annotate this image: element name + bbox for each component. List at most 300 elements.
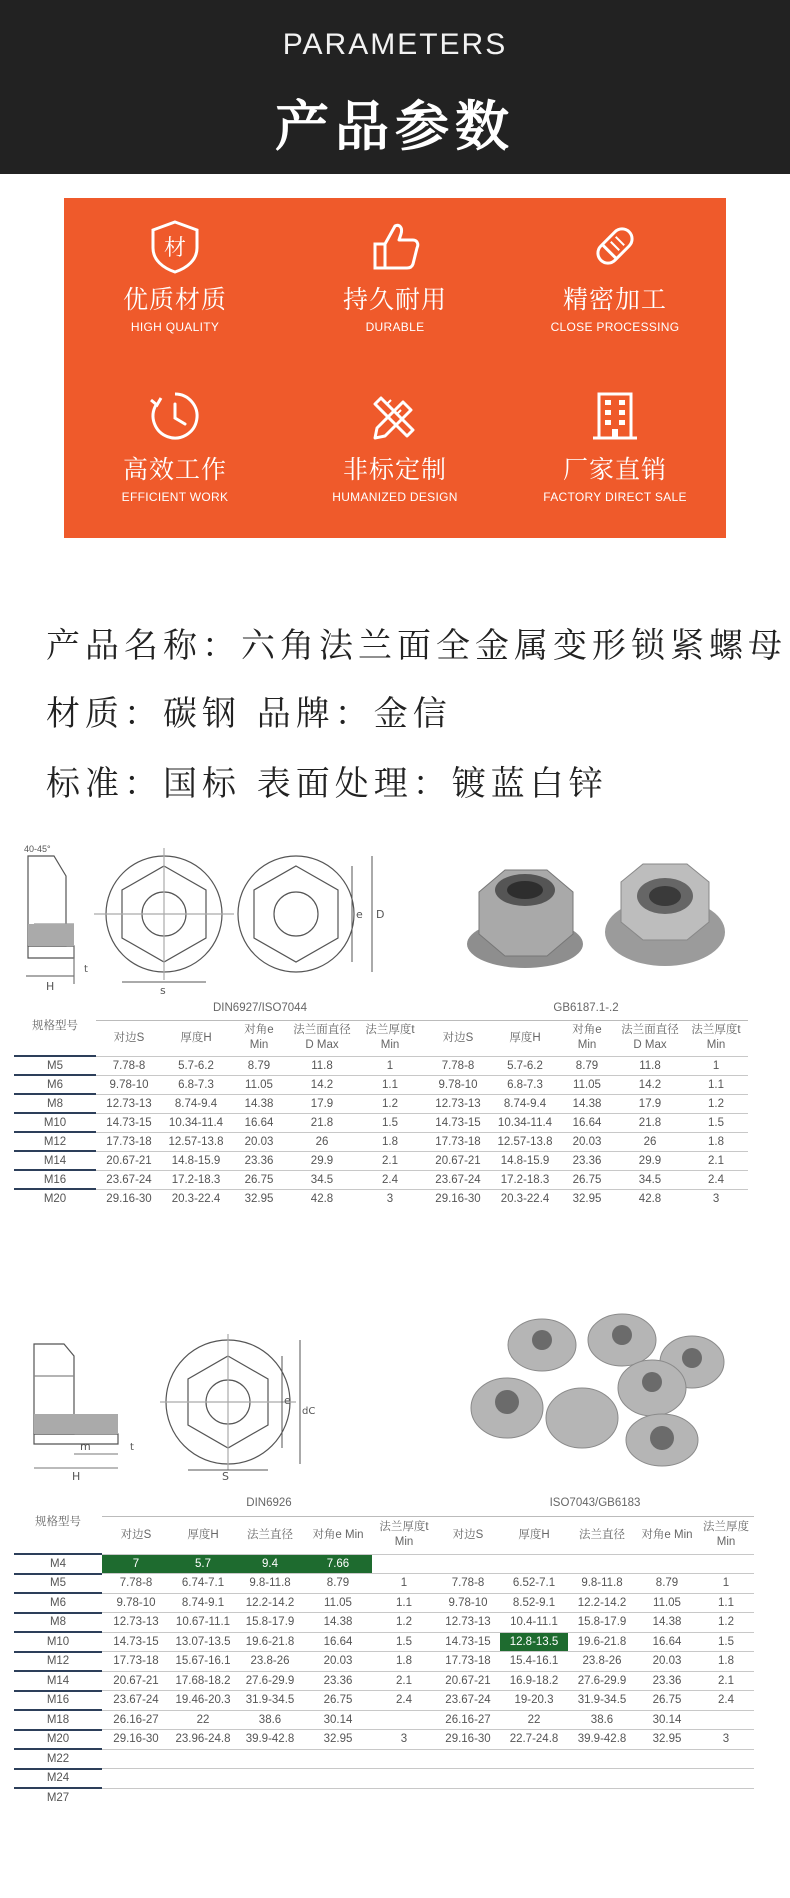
row-model-cell: M12 [14,1132,96,1151]
table-cell: 14.38 [636,1613,698,1633]
column-header [96,1020,162,1056]
row-model-cell: M6 [14,1075,96,1094]
table-cell [102,1769,170,1789]
table-cell [102,1749,170,1769]
table-cell: 3 [356,1189,424,1208]
table-cell: 7.78-8 [436,1574,500,1594]
table-cell: 1 [356,1056,424,1075]
table-cell [236,1769,304,1789]
table-row [14,1613,754,1633]
table-cell: 15.8-17.9 [568,1613,636,1633]
table-cell [372,1788,436,1808]
table-cell: 9.8-11.8 [568,1574,636,1594]
table-cell [568,1749,636,1769]
column-header-line: 法兰厚度 [703,1521,749,1533]
table-cell: 29.16-30 [96,1189,162,1208]
column-header-line: Min [394,1536,414,1548]
table-row [14,1749,754,1769]
table-cell: 7 [102,1554,170,1574]
row-model-cell: M4 [14,1554,102,1574]
standard-din6926: DIN6926 [102,1492,436,1516]
table-cell: 11.8 [288,1056,356,1075]
column-header-line: 法兰厚度t [365,1024,415,1036]
thumbs-up-icon [367,218,423,274]
table-cell [698,1769,754,1789]
column-header-line: Min [577,1039,597,1051]
table-row [14,1170,748,1189]
column-header-line: 对边S [113,1031,145,1044]
column-header-line: 法兰厚度t [379,1521,429,1533]
table-cell [372,1710,436,1730]
table-row [14,1113,748,1132]
row-model-cell: M8 [14,1094,96,1113]
column-header-line: 对角e [244,1024,274,1036]
table-cell: 20.3-22.4 [162,1189,230,1208]
table-cell [636,1788,698,1808]
table-cell: 1.2 [684,1094,748,1113]
standard-surface-line: 标准：国标 表面处理：镀蓝白锌 [46,764,608,804]
table-cell [500,1788,568,1808]
table-cell: 16.9-18.2 [500,1671,568,1691]
feature-title: 精密加工 [562,285,667,314]
table-cell [636,1749,698,1769]
table-cell: 1 [684,1056,748,1075]
table-cell: 8.74-9.1 [170,1593,236,1613]
material-brand-line: 材质：碳钢 品牌：金信 [46,694,452,734]
feature-subtitle: FACTORY DIRECT SALE [543,490,687,504]
row-model-cell: M5 [14,1056,96,1075]
table-cell: 20.03 [558,1132,616,1151]
table-cell: 6.52-7.1 [500,1574,568,1594]
table-cell: 23.96-24.8 [170,1730,236,1750]
table-cell: 14.73-15 [102,1632,170,1652]
material-icon [147,218,203,274]
table-cell: 6.8-7.3 [162,1075,230,1094]
column-header [288,1020,356,1056]
row-model-cell: M14 [14,1671,102,1691]
feature-subtitle: EFFICIENT WORK [121,490,229,504]
table-cell: 1.2 [698,1613,754,1633]
table-cell [170,1749,236,1769]
title-english: PARAMETERS [282,28,508,61]
table-row [14,1189,748,1208]
table-cell: 17.9 [616,1094,684,1113]
table-cell: 1.5 [698,1632,754,1652]
table-cell: 32.95 [230,1189,288,1208]
table-cell [372,1554,436,1574]
table-cell: 23.36 [230,1151,288,1170]
table-cell: 17.68-18.2 [170,1671,236,1691]
table-row [14,1574,754,1594]
row-model-cell: M22 [14,1749,102,1769]
standard-din6927: DIN6927/ISO7044 [96,998,424,1020]
column-header-line: 法兰厚度t [691,1024,741,1036]
table-cell: 2.1 [698,1671,754,1691]
column-header-line: Min [706,1039,726,1051]
table-cell: 1.2 [372,1613,436,1633]
features-panel [64,198,726,538]
dim-S-label: s [160,984,166,997]
table-cell: 17.2-18.3 [492,1170,558,1189]
table-cell: 7.78-8 [96,1056,162,1075]
table-cell [500,1554,568,1574]
table-cell: 19-20.3 [500,1691,568,1711]
feature-durable [285,218,505,334]
table-cell: 1.5 [684,1113,748,1132]
column-header-line: 对边S [120,1528,152,1541]
clock-icon [147,388,203,444]
table-cell: 19.46-20.3 [170,1691,236,1711]
table-cell [304,1788,372,1808]
table-cell: 26.75 [558,1170,616,1189]
column-header-line: 厚度H [187,1528,219,1541]
product-photo-2 [462,1300,752,1470]
table-cell [170,1788,236,1808]
table-cell: 34.5 [616,1170,684,1189]
table-cell: 1 [698,1574,754,1594]
table-cell: 10.67-11.1 [170,1613,236,1633]
table-cell: 23.36 [636,1671,698,1691]
table-cell [236,1788,304,1808]
feature-humanized-design [285,388,505,504]
dim-t-label: t [130,1442,134,1453]
table-cell: 21.8 [616,1113,684,1132]
table-row [14,1151,748,1170]
feature-title: 优质材质 [122,285,227,314]
table-body [14,1056,748,1208]
table-cell: 3 [684,1189,748,1208]
table-cell [372,1749,436,1769]
product-photo-1 [455,852,745,982]
table-cell: 26.16-27 [102,1710,170,1730]
table-cell: 30.14 [636,1710,698,1730]
table-cell: 8.79 [230,1056,288,1075]
table-cell: 2.1 [356,1151,424,1170]
table-cell: 20.67-21 [102,1671,170,1691]
row-model-cell: M14 [14,1151,96,1170]
column-header-line: Min [380,1039,400,1051]
feature-subtitle: HIGH QUALITY [130,320,220,334]
table-cell: 17.9 [288,1094,356,1113]
table-cell: 42.8 [616,1189,684,1208]
table-cell: 26.16-27 [436,1710,500,1730]
standard-iso7043: ISO7043/GB6183 [436,1492,754,1516]
feature-title: 高效工作 [122,455,227,484]
table-cell: 9.78-10 [96,1075,162,1094]
column-header [568,1516,636,1554]
table-cell: 2.4 [684,1170,748,1189]
table-cell: 2.4 [698,1691,754,1711]
table-cell: 23.8-26 [236,1652,304,1672]
column-header [372,1516,436,1554]
table-cell: 8.52-9.1 [500,1593,568,1613]
table-cell: 1.8 [356,1132,424,1151]
dim-m-label: m [80,1440,91,1453]
table-cell: 19.6-21.8 [236,1632,304,1652]
table-row [14,1094,748,1113]
column-header [102,1516,170,1554]
table-cell: 29.9 [616,1151,684,1170]
table-cell: 10.4-11.1 [500,1613,568,1633]
table-cell: 14.73-15 [424,1113,492,1132]
table-cell: 10.34-11.4 [492,1113,558,1132]
table-cell: 1.5 [372,1632,436,1652]
column-header [162,1020,230,1056]
table-cell: 29.9 [288,1151,356,1170]
table-cell: 30.14 [304,1710,372,1730]
column-header-line: 法兰面直径 [621,1024,679,1036]
spec-table-2 [14,1492,754,1808]
table-cell: 12.73-13 [436,1613,500,1633]
table-cell [436,1769,500,1789]
table-cell: 10.34-11.4 [162,1113,230,1132]
column-header-line: Min [249,1039,269,1051]
table-cell: 2.1 [372,1671,436,1691]
table-cell: 8.79 [304,1574,372,1594]
table-cell: 5.7 [170,1554,236,1574]
column-header-line: 对角e Min [641,1528,693,1541]
table-cell: 12.73-13 [96,1094,162,1113]
table-cell: 20.67-21 [424,1151,492,1170]
table-row [14,1075,748,1094]
table-cell: 1.1 [372,1593,436,1613]
table-cell: 12.73-13 [102,1613,170,1633]
table-cell: 11.8 [616,1056,684,1075]
table-cell: 7.78-8 [424,1056,492,1075]
table-body [14,1554,754,1808]
dim-H-label: H [46,980,55,993]
column-header [304,1516,372,1554]
table-row [14,1730,754,1750]
table-cell: 7.78-8 [102,1574,170,1594]
table-cell [436,1788,500,1808]
table-row [14,1632,754,1652]
column-header-line: 厚度H [509,1031,541,1044]
table-cell: 23.67-24 [436,1691,500,1711]
table-cell [698,1788,754,1808]
column-headers [14,1020,748,1056]
table-cell: 23.67-24 [96,1170,162,1189]
table-cell [372,1769,436,1789]
table-cell: 1.5 [356,1113,424,1132]
table-cell [568,1554,636,1574]
table-cell: 26 [616,1132,684,1151]
factory-icon [587,388,643,444]
table-cell: 8.79 [636,1574,698,1594]
table-cell: 15.8-17.9 [236,1613,304,1633]
table-cell: 2.4 [356,1170,424,1189]
table-cell: 14.8-15.9 [492,1151,558,1170]
dim-t-label: t [84,964,88,975]
table-cell [170,1769,236,1789]
table-cell: 1.8 [698,1652,754,1672]
column-header [616,1020,684,1056]
row-model-cell: M16 [14,1691,102,1711]
table-cell: 20.67-21 [436,1671,500,1691]
table-cell: 6.74-7.1 [170,1574,236,1594]
table-cell [698,1554,754,1574]
table-cell: 9.78-10 [424,1075,492,1094]
table-cell: 2.1 [684,1151,748,1170]
column-header-line: 对边S [452,1528,484,1541]
table-cell: 12.2-14.2 [236,1593,304,1613]
feature-title: 非标定制 [342,455,447,484]
table-cell: 12.73-13 [424,1094,492,1113]
table-cell: 39.9-42.8 [568,1730,636,1750]
feature-subtitle: CLOSE PROCESSING [550,320,680,334]
angle-label: 40-45° [24,844,51,854]
column-header [558,1020,616,1056]
table-cell: 1.1 [698,1593,754,1613]
table-cell: 8.74-9.4 [492,1094,558,1113]
feature-efficient-work [65,388,285,504]
table-cell: 17.2-18.3 [162,1170,230,1189]
table-cell: 6.8-7.3 [492,1075,558,1094]
table-cell: 1 [372,1574,436,1594]
column-header-line: 法兰面直径 [293,1024,351,1036]
table-cell: 11.05 [304,1593,372,1613]
table-cell: 39.9-42.8 [236,1730,304,1750]
table-row [14,1691,754,1711]
table-cell: 22 [500,1710,568,1730]
table-cell: 22.7-24.8 [500,1730,568,1750]
spec-table-1 [14,998,748,1208]
table-cell: 21.8 [288,1113,356,1132]
table-cell: 1.2 [356,1094,424,1113]
table-cell: 2.4 [372,1691,436,1711]
table-cell [636,1554,698,1574]
row-model-cell: M10 [14,1632,102,1652]
row-model-cell: M5 [14,1574,102,1594]
table-cell: 14.73-15 [96,1113,162,1132]
column-headers [14,1516,754,1554]
column-header-line: 法兰直径 [579,1528,625,1541]
table-cell: 15.4-16.1 [500,1652,568,1672]
table-cell: 14.8-15.9 [162,1151,230,1170]
table-cell: 9.78-10 [436,1593,500,1613]
table-cell: 26.75 [230,1170,288,1189]
table-cell: 23.8-26 [568,1652,636,1672]
feature-title: 厂家直销 [562,455,667,484]
feature-high-quality [65,218,285,334]
feature-close-processing [505,218,725,334]
column-header [424,1020,492,1056]
table-cell [698,1749,754,1769]
dim-dC-label: dC [302,1406,316,1417]
table-cell: 26.75 [304,1691,372,1711]
table-cell: 32.95 [636,1730,698,1750]
table-cell: 11.05 [558,1075,616,1094]
row-model-cell: M12 [14,1652,102,1672]
table-cell: 42.8 [288,1189,356,1208]
technical-drawing-1 [14,836,394,996]
row-model-cell: M8 [14,1613,102,1633]
table-cell: 38.6 [568,1710,636,1730]
material-glyph: 材 [163,236,187,261]
table-cell: 31.9-34.5 [236,1691,304,1711]
row-model-cell: M16 [14,1170,96,1189]
table-cell: 8.79 [558,1056,616,1075]
table-cell: 27.6-29.9 [568,1671,636,1691]
table-cell [304,1769,372,1789]
column-header [636,1516,698,1554]
dim-D-label: D [376,908,385,921]
table-cell: 29.16-30 [436,1730,500,1750]
table-cell: 15.67-16.1 [170,1652,236,1672]
table-cell [636,1769,698,1789]
table-cell: 8.74-9.4 [162,1094,230,1113]
table-cell: 11.05 [230,1075,288,1094]
table-cell [436,1554,500,1574]
dim-e-label: e [356,908,363,921]
technical-drawing-2 [14,1322,314,1482]
table-cell: 23.67-24 [102,1691,170,1711]
table-cell [304,1749,372,1769]
column-header-line: Min [716,1536,736,1548]
table-row [14,1652,754,1672]
column-header [170,1516,236,1554]
table-cell: 17.73-18 [96,1132,162,1151]
column-header-line: D Max [633,1039,667,1051]
table-cell: 20.3-22.4 [492,1189,558,1208]
table-cell: 14.73-15 [436,1632,500,1652]
table-cell: 3 [698,1730,754,1750]
table-row [14,1671,754,1691]
feature-subtitle: HUMANIZED DESIGN [332,490,458,504]
table-cell: 22 [170,1710,236,1730]
column-header [492,1020,558,1056]
table-cell: 26.75 [636,1691,698,1711]
row-model-cell: M24 [14,1769,102,1789]
bolt-icon [587,218,643,274]
table-cell: 12.8-13.5 [500,1632,568,1652]
table-cell: 1.1 [356,1075,424,1094]
table-cell: 20.67-21 [96,1151,162,1170]
row-model-cell: M6 [14,1593,102,1613]
table-cell: 14.38 [304,1613,372,1633]
table-cell: 31.9-34.5 [568,1691,636,1711]
table-cell: 27.6-29.9 [236,1671,304,1691]
column-header [436,1516,500,1554]
row-model-cell: M10 [14,1113,96,1132]
table-row [14,1554,754,1574]
table-cell: 3 [372,1730,436,1750]
table-cell [500,1749,568,1769]
column-header-line: 对角e Min [312,1528,364,1541]
table-cell: 5.7-6.2 [492,1056,558,1075]
standard-gb6187: GB6187.1-.2 [424,998,748,1020]
design-tools-icon [367,388,423,444]
column-header-line: 对边S [442,1031,474,1044]
table-cell: 12.57-13.8 [162,1132,230,1151]
table-cell: 16.64 [636,1632,698,1652]
table-cell: 1.8 [684,1132,748,1151]
table-cell [436,1749,500,1769]
dim-S-label: S [222,1470,229,1483]
column-header-line: D Max [305,1039,339,1051]
table-cell: 29.16-30 [424,1189,492,1208]
table-cell: 19.6-21.8 [568,1632,636,1652]
table-row [14,1056,748,1075]
column-header [236,1516,304,1554]
column-header [684,1020,748,1056]
table-cell: 26 [288,1132,356,1151]
table-row [14,1132,748,1151]
table-cell [698,1710,754,1730]
table-cell: 13.07-13.5 [170,1632,236,1652]
dim-e-label: e [284,1394,291,1407]
table-cell: 16.64 [304,1632,372,1652]
